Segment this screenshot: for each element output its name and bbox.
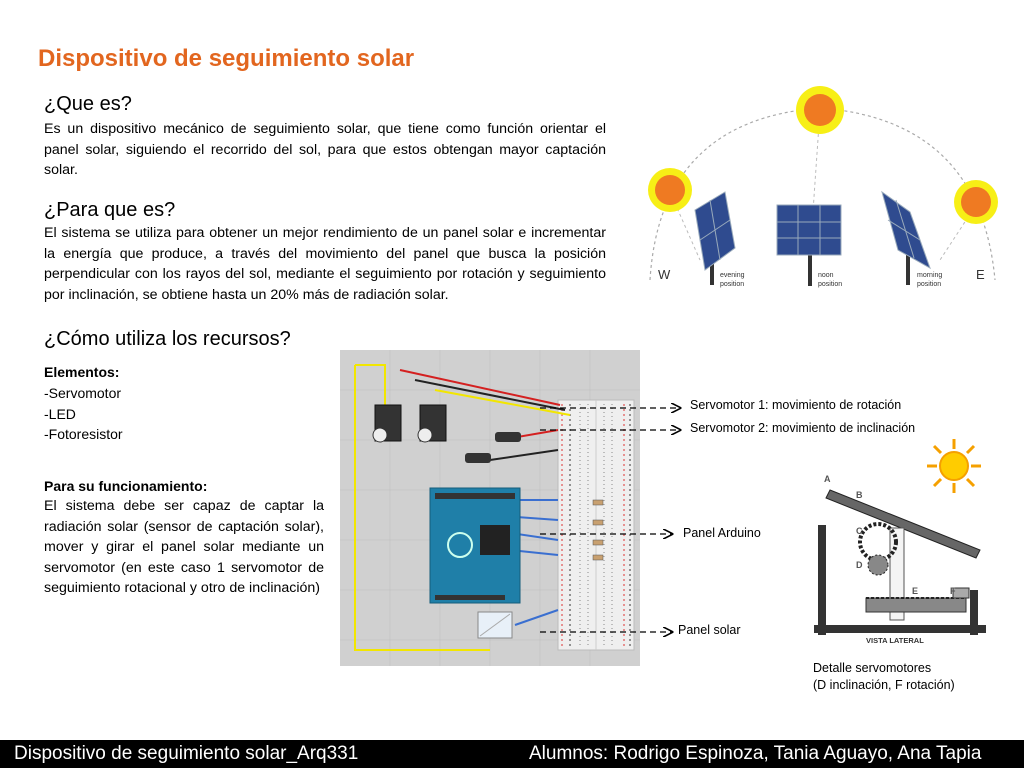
detail-letter-e: E <box>912 586 919 596</box>
recursos-heading: ¿Cómo utiliza los recursos? <box>44 328 291 350</box>
servo2-label: Servomotor 2: movimiento de inclinación <box>690 421 916 435</box>
noon-label-2: position <box>818 281 843 288</box>
vista-lateral-label: VISTA LATERAL <box>866 636 924 645</box>
footer-course: Dispositivo de seguimiento solar_Arq331 <box>14 743 359 764</box>
sun-morning-icon <box>954 180 998 224</box>
sun-evening-icon <box>648 168 692 212</box>
detail-letter-b: B <box>856 490 863 500</box>
evening-label: evening <box>720 272 745 279</box>
led-icon <box>465 453 491 463</box>
photoresistor-icon <box>495 432 521 442</box>
servo-1-icon <box>373 405 401 442</box>
arduino-label: Panel Arduino <box>683 526 761 540</box>
elemento-item: -LED <box>44 405 76 422</box>
que-es-text: Es un dispositivo mecánico de seguimiento solar, que tiene como función orientar el panel solar, siguiendo el recorrido del sol, para que estos obtengan mayor captación solar. <box>44 121 606 178</box>
panel-label: Panel solar <box>678 623 741 637</box>
elemento-item: -Servomotor <box>44 385 122 401</box>
noon-label: noon <box>818 272 834 279</box>
east-label: E <box>976 267 985 282</box>
elemento-item: -Fotoresistor <box>44 426 123 442</box>
solar-panel-icon <box>478 612 512 638</box>
detail-letter-c: C <box>856 526 863 536</box>
detail-caption-line-2: (D inclinación, F rotación) <box>813 678 955 692</box>
sun-noon-icon <box>796 86 844 134</box>
footer-authors: Alumnos: Rodrigo Espinoza, Tania Aguayo, Ana Tapia <box>529 743 982 764</box>
detail-letter-f: F <box>950 586 956 596</box>
servo-detail-diagram <box>808 470 993 645</box>
detail-caption <box>813 660 955 694</box>
arduino-board-icon <box>430 488 520 603</box>
funcionamiento-text: El sistema debe ser capaz de captar la radiación solar (sensor de captación solar), mover y girar el panel solar mediante un servomotor (en este caso 1 servomotor de seguimiento rotacional y otro de inclinación) <box>44 498 324 596</box>
detail-letter-a: A <box>824 474 831 484</box>
morning-label: morning <box>917 272 943 279</box>
footer-bar <box>0 740 1024 768</box>
para-que-heading: ¿Para que es? <box>44 199 176 221</box>
funcionamiento-title: Para su funcionamiento: <box>44 478 208 494</box>
detail-letter-d: D <box>856 560 863 570</box>
morning-label-2: position <box>917 281 942 288</box>
servo-2-icon <box>418 405 446 442</box>
evening-label-2: position <box>720 281 745 288</box>
que-es-heading: ¿Que es? <box>44 93 132 115</box>
leader-lines <box>540 395 690 640</box>
west-label: W <box>658 267 671 282</box>
para-que-text: El sistema se utiliza para obtener un mejor rendimiento de un panel solar e incrementar la energía que produce, a través del movimiento del panel que busca la posición perpendicular con los rayos del sol, mediante el seguimiento por rotación y seguimiento por inclinación, se obtiene hasta un 20% más de radiación solar. <box>44 225 606 303</box>
servo1-label: Servomotor 1: movimiento de rotación <box>690 398 902 412</box>
elementos-list <box>44 383 123 445</box>
page-title: Dispositivo de seguimiento solar <box>38 45 415 72</box>
sun-path-diagram <box>630 80 1010 295</box>
detail-caption-line-1: Detalle servomotores <box>813 661 932 675</box>
elementos-title: Elementos: <box>44 364 120 380</box>
